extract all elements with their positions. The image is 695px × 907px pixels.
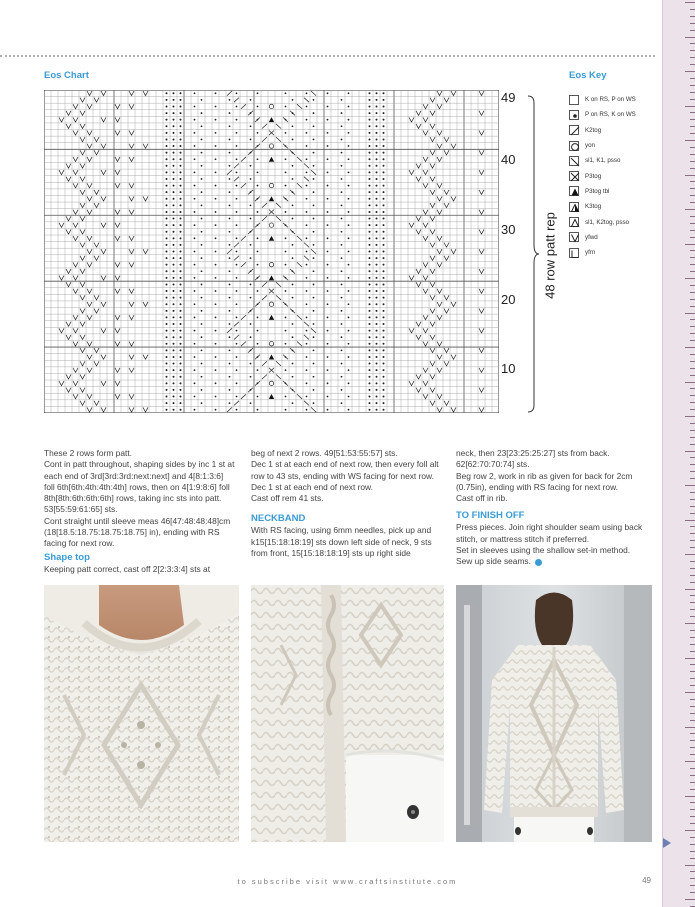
ruler-tick bbox=[690, 844, 695, 845]
dotted-divider bbox=[0, 55, 655, 57]
ruler-tick bbox=[690, 119, 695, 120]
ruler-tick bbox=[690, 802, 695, 803]
ruler-tick bbox=[685, 244, 695, 245]
ruler-tick bbox=[690, 423, 695, 424]
chart-grid bbox=[44, 90, 499, 413]
col3-last-sentence: Sew up side seams. bbox=[456, 556, 531, 567]
ruler-tick bbox=[690, 326, 695, 327]
ruler-tick bbox=[690, 713, 695, 714]
ruler-tick bbox=[690, 526, 695, 527]
ruler-tick bbox=[690, 23, 695, 24]
ruler-tick bbox=[690, 57, 695, 58]
row-number-49: 49 bbox=[501, 90, 516, 105]
page-number: 49 bbox=[642, 876, 651, 885]
ruler-tick bbox=[690, 154, 695, 155]
key-item bbox=[569, 107, 659, 122]
ruler-tick bbox=[690, 499, 695, 500]
key-item-label: yfrn bbox=[585, 249, 596, 257]
filled-triangle-square-icon bbox=[569, 186, 579, 196]
ruler-tick bbox=[690, 333, 695, 334]
ruler-tick bbox=[690, 457, 695, 458]
ruler-tick bbox=[690, 699, 695, 700]
ruler-tick bbox=[690, 264, 695, 265]
ruler-tick bbox=[690, 706, 695, 707]
stitch-key bbox=[569, 92, 659, 260]
ruler-tick bbox=[690, 168, 695, 169]
half-triangle-square-icon bbox=[569, 202, 579, 212]
ruler-tick bbox=[690, 181, 695, 182]
chart-title: Eos Chart bbox=[44, 70, 89, 81]
ruler-tick bbox=[690, 292, 695, 293]
ruler-pointer-icon bbox=[663, 838, 671, 848]
ruler-tick bbox=[690, 257, 695, 258]
x-square-icon bbox=[569, 171, 579, 181]
ruler-tick bbox=[690, 664, 695, 665]
ruler-tick bbox=[685, 71, 695, 72]
col3-paragraph: Beg row 2, work in rib as given for back for 2cm (0.75in), ending with RS facing for next row. bbox=[456, 470, 633, 492]
ruler-tick bbox=[690, 9, 695, 10]
ruler-tick bbox=[690, 720, 695, 721]
ruler-tick bbox=[685, 727, 695, 728]
col3-paragraph: Press pieces. Join right shoulder seam using back stitch, or mattress stitch if preferred. bbox=[456, 522, 643, 544]
ruler-tick bbox=[690, 651, 695, 652]
key-item bbox=[569, 138, 659, 153]
key-item bbox=[569, 92, 659, 107]
key-item-label: P3tog bbox=[585, 172, 602, 180]
ruler-tick bbox=[685, 37, 695, 38]
key-title: Eos Key bbox=[569, 70, 607, 81]
ruler-tick bbox=[685, 416, 695, 417]
ruler-tick bbox=[690, 354, 695, 355]
ruler-tick bbox=[690, 444, 695, 445]
ruler-tick bbox=[690, 250, 695, 251]
key-item bbox=[569, 168, 659, 183]
ruler-tick bbox=[690, 147, 695, 148]
ruler-tick bbox=[690, 630, 695, 631]
ruler-tick bbox=[690, 609, 695, 610]
ruler-tick bbox=[690, 768, 695, 769]
col2-paragraph: With RS facing, using 6mm needles, pick up and k15[15:18:18:19] sts down left side of neck, 9 sts from front, 15[15:18:18:19] sts up right side bbox=[251, 525, 432, 559]
ruler-tick bbox=[685, 347, 695, 348]
key-item-label: K on RS, P on WS bbox=[585, 96, 636, 104]
ruler-tick bbox=[685, 2, 695, 3]
backslash-square-icon bbox=[569, 156, 579, 166]
ruler-tick bbox=[690, 395, 695, 396]
ruler-tick bbox=[690, 285, 695, 286]
ruler-tick bbox=[685, 175, 695, 176]
ruler-tick bbox=[690, 671, 695, 672]
ruler-tick bbox=[690, 754, 695, 755]
ruler-tick bbox=[690, 202, 695, 203]
ruler-tick bbox=[690, 595, 695, 596]
key-item bbox=[569, 153, 659, 168]
ruler-tick bbox=[690, 678, 695, 679]
ruler-tick bbox=[690, 188, 695, 189]
key-item-label: sl1, K1, psso bbox=[585, 157, 621, 165]
bracket-square-icon bbox=[569, 248, 579, 258]
triangle-square-icon bbox=[569, 217, 579, 227]
end-mark-icon bbox=[535, 559, 542, 566]
col3-paragraph: Set in sleeves using the shallow set-in method. bbox=[456, 545, 631, 556]
ruler-tick bbox=[690, 161, 695, 162]
ruler-tick bbox=[685, 278, 695, 279]
ruler-tick bbox=[690, 547, 695, 548]
key-item-label: sl1, K2tog, psso bbox=[585, 218, 630, 226]
photo-sleeve-detail bbox=[251, 585, 444, 842]
slash-square-icon bbox=[569, 125, 579, 135]
ruler-tick bbox=[690, 782, 695, 783]
ruler-tick bbox=[690, 602, 695, 603]
ruler-tick bbox=[690, 230, 695, 231]
ruler-tick bbox=[690, 375, 695, 376]
ruler-tick bbox=[690, 99, 695, 100]
key-item bbox=[569, 184, 659, 199]
ruler-tick bbox=[685, 658, 695, 659]
dot-square-icon bbox=[569, 110, 579, 120]
photo-neckline-closeup bbox=[44, 585, 239, 842]
ruler-tick bbox=[690, 340, 695, 341]
ruler-tick bbox=[685, 589, 695, 590]
ruler-tick bbox=[690, 506, 695, 507]
col2-paragraph: Dec 1 st at each end of next row, then every foll alt row to 43 sts, ending with WS facing for next row. bbox=[251, 459, 439, 481]
key-item-label: yfwd bbox=[585, 233, 598, 241]
ruler-tick bbox=[685, 692, 695, 693]
ruler-tick bbox=[690, 837, 695, 838]
ruler-tick bbox=[690, 112, 695, 113]
ruler-tick bbox=[690, 733, 695, 734]
ruler-tick bbox=[690, 616, 695, 617]
ruler-tick bbox=[685, 106, 695, 107]
neckband-heading: NECKBAND bbox=[251, 513, 306, 525]
col3-paragraph: neck, then 23[23:25:25:27] sts from back. 62[62:70:70:74] sts. bbox=[456, 448, 610, 470]
photo-back-view bbox=[456, 585, 652, 842]
ruler-tick bbox=[690, 361, 695, 362]
ruler-tick bbox=[690, 237, 695, 238]
col3-paragraph bbox=[456, 556, 652, 567]
col1-paragraph: Cont straight until sleeve meas 46[47:48:48:48]cm (18[18.5:18.75:18.75:18.75] in), ending with RS facing for next row. bbox=[44, 515, 231, 549]
instructions-column-1 bbox=[44, 448, 236, 575]
ruler-tick bbox=[690, 30, 695, 31]
ruler-tick bbox=[685, 313, 695, 314]
ruler-tick bbox=[685, 761, 695, 762]
key-item bbox=[569, 199, 659, 214]
ruler-tick bbox=[690, 478, 695, 479]
ruler-tick bbox=[690, 223, 695, 224]
col3-paragraph: Cast off in rib. bbox=[456, 493, 508, 504]
ruler-tick bbox=[690, 575, 695, 576]
key-item-label: yon bbox=[585, 142, 595, 150]
blank-square-icon bbox=[569, 95, 579, 105]
ruler-tick bbox=[690, 43, 695, 44]
col2-paragraph: Dec 1 st at each end of next row. bbox=[251, 481, 373, 492]
ruler-tick bbox=[690, 637, 695, 638]
ruler-tick bbox=[690, 775, 695, 776]
ruler-tick bbox=[690, 430, 695, 431]
ruler-tick bbox=[685, 796, 695, 797]
ruler-tick bbox=[690, 892, 695, 893]
ruler-tick bbox=[690, 858, 695, 859]
ruler-tick bbox=[685, 451, 695, 452]
key-item bbox=[569, 230, 659, 245]
ruler-tick bbox=[685, 140, 695, 141]
col1-paragraph: Keeping patt correct, cast off 2[2:3:3:4] sts at bbox=[44, 563, 211, 574]
ruler-tick bbox=[690, 299, 695, 300]
ruler-tick bbox=[690, 871, 695, 872]
finish-off-heading: TO FINISH OFF bbox=[456, 510, 525, 522]
ruler-tick bbox=[690, 747, 695, 748]
row-number-30: 30 bbox=[501, 222, 516, 237]
ruler-tick bbox=[690, 568, 695, 569]
ruler-tick bbox=[690, 740, 695, 741]
ruler-tick bbox=[690, 492, 695, 493]
ruler-tick bbox=[690, 78, 695, 79]
key-item-label: P on RS, K on WS bbox=[585, 111, 636, 119]
ruler-tick bbox=[685, 899, 695, 900]
ruler-tick bbox=[690, 464, 695, 465]
row-number-40: 40 bbox=[501, 152, 516, 167]
repeat-label: 48 row patt rep bbox=[542, 212, 558, 299]
key-item-label: K3tog bbox=[585, 203, 602, 211]
col2-paragraph: beg of next 2 rows. 49[51:53:55:57] sts. bbox=[251, 448, 398, 458]
ruler-tick bbox=[685, 830, 695, 831]
ruler-tick bbox=[690, 368, 695, 369]
instructions-column-3 bbox=[456, 448, 652, 568]
ruler-tick bbox=[690, 306, 695, 307]
ruler-tick bbox=[690, 513, 695, 514]
ruler-tick bbox=[690, 809, 695, 810]
ruler-tick bbox=[690, 685, 695, 686]
v-square-icon bbox=[569, 232, 579, 242]
ruler-tick bbox=[690, 823, 695, 824]
instructions-column-2 bbox=[251, 448, 443, 559]
ruler-tick bbox=[690, 126, 695, 127]
ruler-tick bbox=[685, 382, 695, 383]
key-item-label: K2tog bbox=[585, 126, 602, 134]
ruler-tick bbox=[690, 50, 695, 51]
ruler-tick bbox=[690, 216, 695, 217]
col1-paragraph: These 2 rows form patt. bbox=[44, 448, 132, 458]
knitting-chart bbox=[44, 90, 499, 413]
key-item bbox=[569, 245, 659, 260]
ruler-tick bbox=[690, 409, 695, 410]
ruler-tick bbox=[690, 85, 695, 86]
ruler-tick bbox=[690, 319, 695, 320]
ruler-tick bbox=[690, 195, 695, 196]
row-number-10: 10 bbox=[501, 361, 516, 376]
ruler-tick bbox=[690, 582, 695, 583]
footer-subscribe-text: to subscribe visit www.craftsinstitute.com bbox=[237, 877, 458, 886]
ruler-tick bbox=[690, 789, 695, 790]
ruler-tick bbox=[685, 520, 695, 521]
circle-square-icon bbox=[569, 141, 579, 151]
repeat-brace-icon bbox=[526, 95, 540, 413]
key-item-label: P3tog tbl bbox=[585, 187, 610, 195]
ruler-tick bbox=[690, 533, 695, 534]
ruler-tick bbox=[690, 133, 695, 134]
ruler-tick bbox=[690, 388, 695, 389]
ruler-tick bbox=[690, 471, 695, 472]
ruler-tick bbox=[690, 92, 695, 93]
ruler-tick bbox=[685, 554, 695, 555]
ruler-tick bbox=[690, 271, 695, 272]
shape-top-heading: Shape top bbox=[44, 551, 90, 563]
ruler-tick bbox=[690, 64, 695, 65]
ruler-tick bbox=[690, 816, 695, 817]
ruler-tick bbox=[685, 865, 695, 866]
col2-paragraph: Cast off rem 41 sts. bbox=[251, 493, 324, 504]
measuring-ruler bbox=[662, 0, 695, 907]
ruler-tick bbox=[690, 561, 695, 562]
ruler-tick bbox=[690, 851, 695, 852]
key-item bbox=[569, 214, 659, 229]
ruler-tick bbox=[690, 437, 695, 438]
ruler-tick bbox=[690, 540, 695, 541]
ruler-tick bbox=[685, 485, 695, 486]
col1-paragraph: Cont in patt throughout, shaping sides by inc 1 st at each end of 3rd[3rd:3rd:next:next] and 4[8:1:3:6] foll 6th[6th:4th:4th:4th] rows, then on 4[1:9:8:6] foll 8th[8th:6th:6th:6th] rows, taking inc sts into patt. 53[55:59:61:65] sts. bbox=[44, 459, 235, 515]
ruler-tick bbox=[690, 16, 695, 17]
ruler-tick bbox=[690, 402, 695, 403]
ruler-tick bbox=[690, 644, 695, 645]
ruler-tick bbox=[685, 209, 695, 210]
row-number-20: 20 bbox=[501, 292, 516, 307]
ruler-tick bbox=[685, 623, 695, 624]
key-item bbox=[569, 123, 659, 138]
